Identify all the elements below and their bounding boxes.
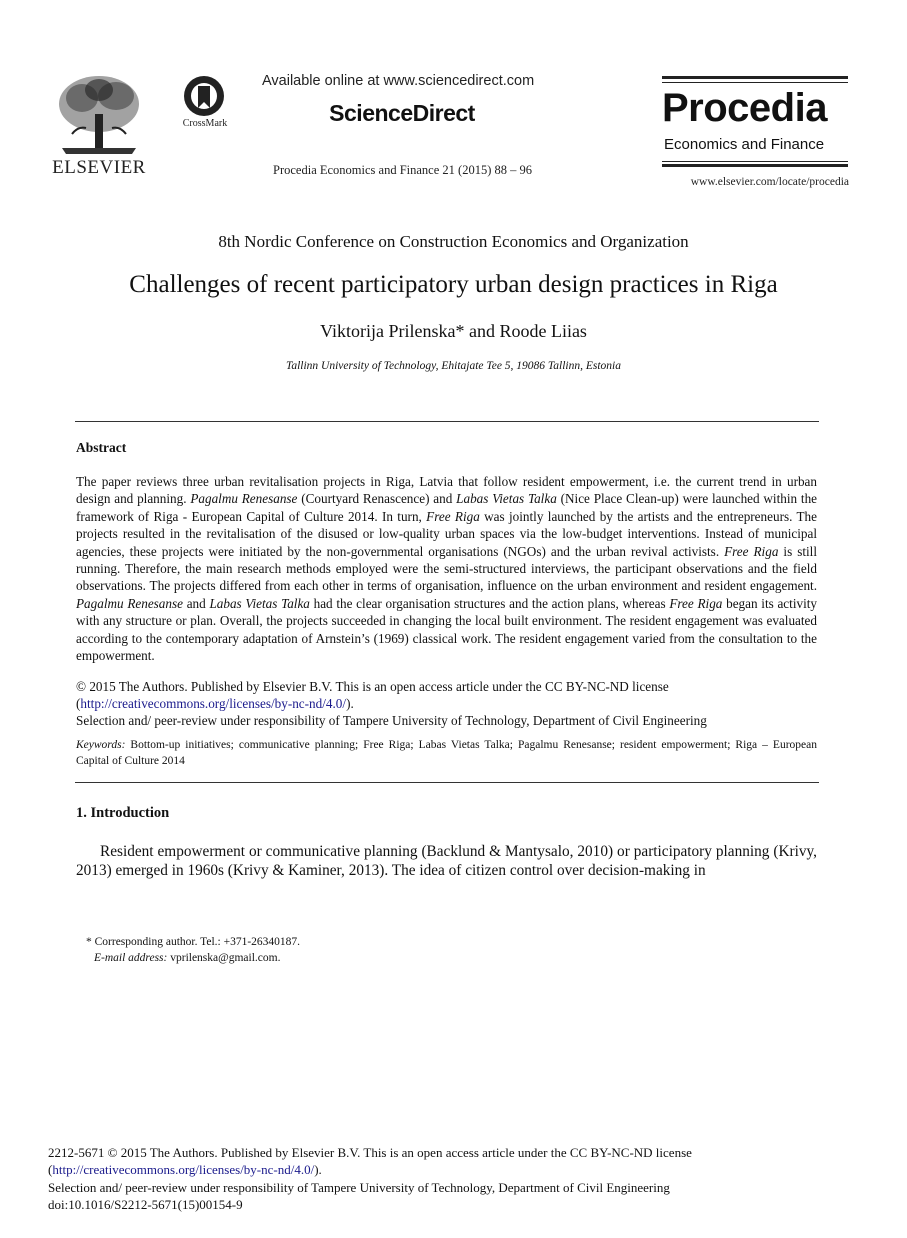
copyright-line: © 2015 The Authors. Published by Elsevier B.V. This is an open access article under the CC BY-NC-ND license — [76, 679, 669, 694]
issn-copyright-line: 2212-5671 © 2015 The Authors. Published by Elsevier B.V. This is an open access article under the CC BY-NC-ND license — [48, 1145, 692, 1160]
introduction-text: Resident empowerment or communicative planning (Backlund & Mantysalo, 2010) or participatory planning (Krivy, 2013) emerged in 1960s (Krivy & Kaminer, 2013). The idea of citizen control over decision-making in — [76, 843, 817, 879]
section-divider — [75, 782, 819, 783]
procedia-logo-title: Procedia — [662, 86, 827, 130]
footer-license-link[interactable]: http://creativecommons.org/licenses/by-nc-nd/4.0/ — [52, 1162, 315, 1178]
section-heading-introduction: 1. Introduction — [76, 805, 170, 821]
corresponding-author: * Corresponding author. Tel.: +371-26340187. — [86, 936, 301, 948]
abstract-heading: Abstract — [76, 440, 127, 455]
sciencedirect-logo: ScienceDirect — [329, 100, 475, 126]
doi[interactable]: doi:10.1016/S2212-5671(15)00154-9 — [48, 1197, 243, 1213]
page-footer — [48, 1144, 868, 1214]
publisher-name: ELSEVIER — [52, 157, 146, 178]
corresponding-author-footnote — [86, 934, 586, 966]
journal-reference: Procedia Economics and Finance 21 (2015) 88 – 96 — [273, 163, 532, 177]
paper-title: Challenges of recent participatory urban design practices in Riga — [129, 271, 778, 298]
keywords — [76, 738, 817, 769]
keywords-label: Keywords: — [76, 739, 126, 751]
available-online-text: Available online at www.sciencedirect.com — [262, 73, 535, 89]
author-email: E-mail address: vprilenska@gmail.com. — [94, 952, 281, 964]
license-link-line: (http://creativecommons.org/licenses/by-nc-nd/4.0/). — [76, 696, 354, 711]
conference-name: 8th Nordic Conference on Construction Economics and Organization — [218, 232, 689, 251]
license-link[interactable]: http://creativecommons.org/licenses/by-nc-nd/4.0/ — [80, 696, 347, 711]
abstract-text: The paper reviews three urban revitalisation projects in Riga, Latvia that follow resident empowerment, i.e. the current trend in urban design and planning. Pagalmu Renesanse (Courtyard Renascence) and Labas Vietas Talka (Nice Place Clean-up) were launched within the framework of Riga - European Capital of Culture 2014. In turn, Free Riga was jointly launched by the artists and the entrepreneurs. The projects resulted in the revitalisation of the disused or low-quality urban spaces via the low-budget interventions. Instead of municipal agencies, these projects were initiated by the non-governmental organisations (NGOs) and the urban revival activists. Free Riga is still running. Therefore, the main research methods employed were the semi-structured interviews, the participant observations and the field observations. The projects differed from each other in terms of organisation, influence on the urban environment and resident engagement. Pagalmu Renesanse and Labas Vietas Talka had the clear organisation structures and the action plans, whereas Free Riga began its activity with any structure or plan. Overall, the projects succeeded in changing the local built environment. The resident engagement was evaluated according to the contemporary adaptation of Arnstein’s (1969) classical work. The resident engagement varied from the consultation to the empowerment. — [76, 474, 818, 664]
peer-review-note: Selection and/ peer-review under responsibility of Tampere University of Technology, Department of Civil Engineering — [76, 713, 707, 728]
procedia-logo-rule — [662, 161, 848, 162]
procedia-logo-subtitle: Economics and Finance — [664, 136, 825, 153]
author-affiliation: Tallinn University of Technology, Ehitajate Tee 5, 19086 Tallinn, Estonia — [285, 360, 621, 372]
journal-url[interactable]: www.elsevier.com/locate/procedia — [690, 176, 849, 188]
author-list: Viktorija Prilenska* and Roode Liias — [320, 321, 587, 341]
procedia-logo-rule — [662, 164, 848, 167]
procedia-logo-rule — [662, 76, 848, 79]
section-divider — [75, 421, 819, 422]
keywords-text: Bottom-up initiatives; communicative planning; Free Riga; Labas Vietas Talka; Pagalmu Renesanse; resident empowerment; Riga – European Capital of Culture 2014 — [76, 739, 817, 767]
footer-peer-review: Selection and/ peer-review under responsibility of Tampere University of Technology, Department of Civil Engineering — [48, 1179, 670, 1195]
procedia-logo-rule — [662, 82, 848, 83]
copyright-notice — [76, 678, 817, 729]
footer-license-line: (http://creativecommons.org/licenses/by-nc-nd/4.0/). — [48, 1162, 322, 1178]
crossmark-label: CrossMark — [182, 118, 228, 129]
